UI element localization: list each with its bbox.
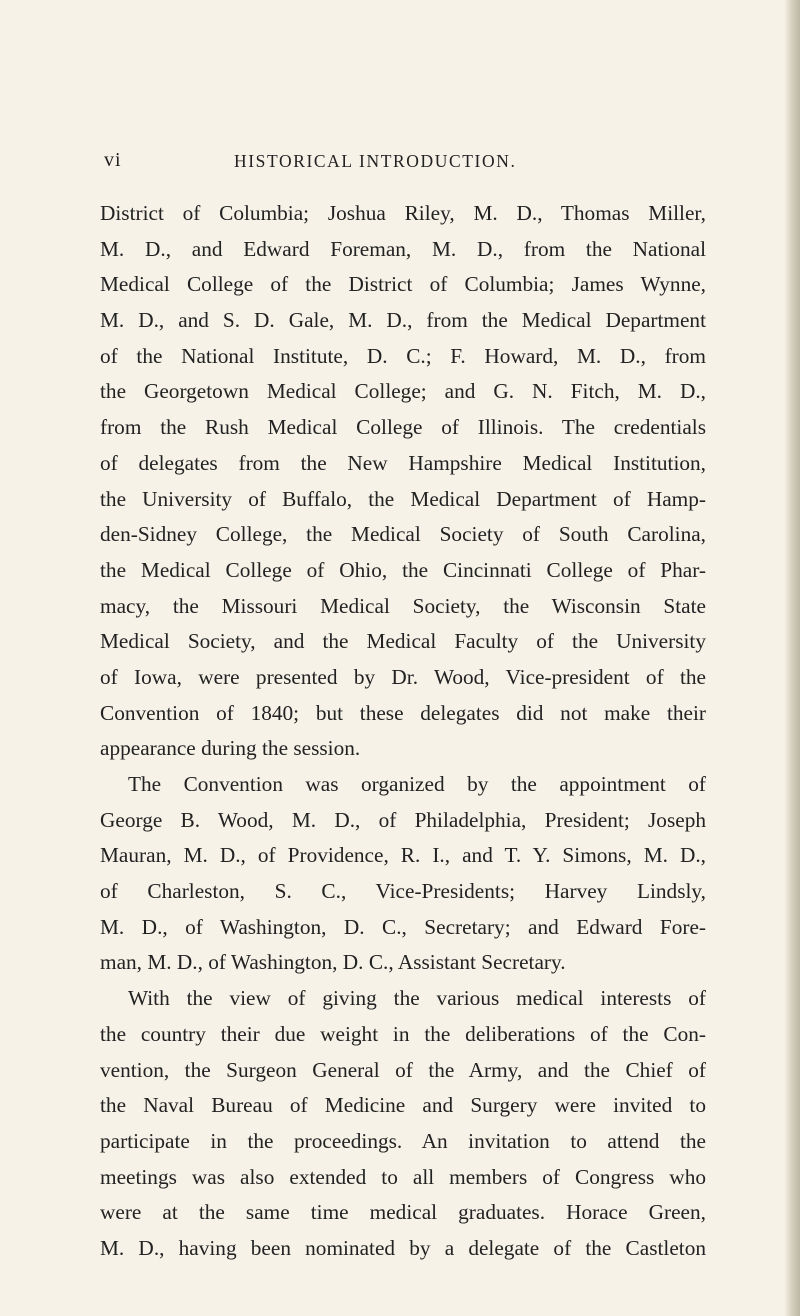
text-line: participate in the proceedings. An invitation to attend the xyxy=(100,1128,706,1153)
page-number: vi xyxy=(104,149,122,171)
text-line: macy, the Missouri Medical Society, the Wisconsin State xyxy=(100,593,706,618)
text-line: from the Rush Medical College of Illinois. The credentials xyxy=(100,415,706,440)
text-line: meetings was also extended to all members of Congress who xyxy=(100,1164,706,1189)
text-line: Medical Society, and the Medical Faculty of the University xyxy=(100,629,706,654)
text-line: the University of Buffalo, the Medical Department of Hamp- xyxy=(100,486,706,511)
text-line: vention, the Surgeon General of the Army, and the Chief of xyxy=(100,1057,706,1082)
text-line: of Charleston, S. C., Vice-Presidents; Harvey Lindsly, xyxy=(100,879,706,904)
running-head xyxy=(104,149,700,179)
text-line: M. D., and S. D. Gale, M. D., from the Medical Department xyxy=(100,308,706,333)
text-line: Medical College of the District of Columbia; James Wynne, xyxy=(100,272,706,297)
text-line: appearance during the session. xyxy=(100,736,361,761)
text-line: the country their due weight in the deliberations of the Con- xyxy=(100,1021,706,1046)
text-line: Convention of 1840; but these delegates did not make their xyxy=(100,700,706,725)
text-line: man, M. D., of Washington, D. C., Assistant Secretary. xyxy=(100,950,566,975)
text-line: With the view of giving the various medical interests of xyxy=(128,986,706,1011)
text-line: George B. Wood, M. D., of Philadelphia, President; Joseph xyxy=(100,807,706,832)
text-line: District of Columbia; Joshua Riley, M. D., Thomas Miller, xyxy=(100,201,706,225)
text-line: of delegates from the New Hampshire Medical Institution, xyxy=(100,450,706,475)
page-edge-shadow xyxy=(784,0,800,1316)
text-line: of Iowa, were presented by Dr. Wood, Vice-president of the xyxy=(100,664,706,689)
running-title: HISTORICAL INTRODUCTION. xyxy=(234,151,517,171)
text-line: the Naval Bureau of Medicine and Surgery were invited to xyxy=(100,1093,706,1118)
text-line: M. D., of Washington, D. C., Secretary; and Edward Fore- xyxy=(100,914,706,939)
text-line: Mauran, M. D., of Providence, R. I., and T. Y. Simons, M. D., xyxy=(100,843,706,868)
text-line: The Convention was organized by the appointment of xyxy=(128,772,706,796)
text-line: of the National Institute, D. C.; F. Howard, M. D., from xyxy=(100,343,706,368)
text-line: M. D., having been nominated by a delegate of the Castleton xyxy=(100,1235,706,1260)
text-line: den-Sidney College, the Medical Society of South Carolina, xyxy=(100,522,706,547)
text-line: the Georgetown Medical College; and G. N. Fitch, M. D., xyxy=(100,379,706,404)
text-line: M. D., and Edward Foreman, M. D., from the National xyxy=(100,236,706,261)
text-line: were at the same time medical graduates. Horace Green, xyxy=(100,1200,706,1225)
text-line: the Medical College of Ohio, the Cincinnati College of Phar- xyxy=(100,557,706,582)
body-text xyxy=(100,196,706,1267)
